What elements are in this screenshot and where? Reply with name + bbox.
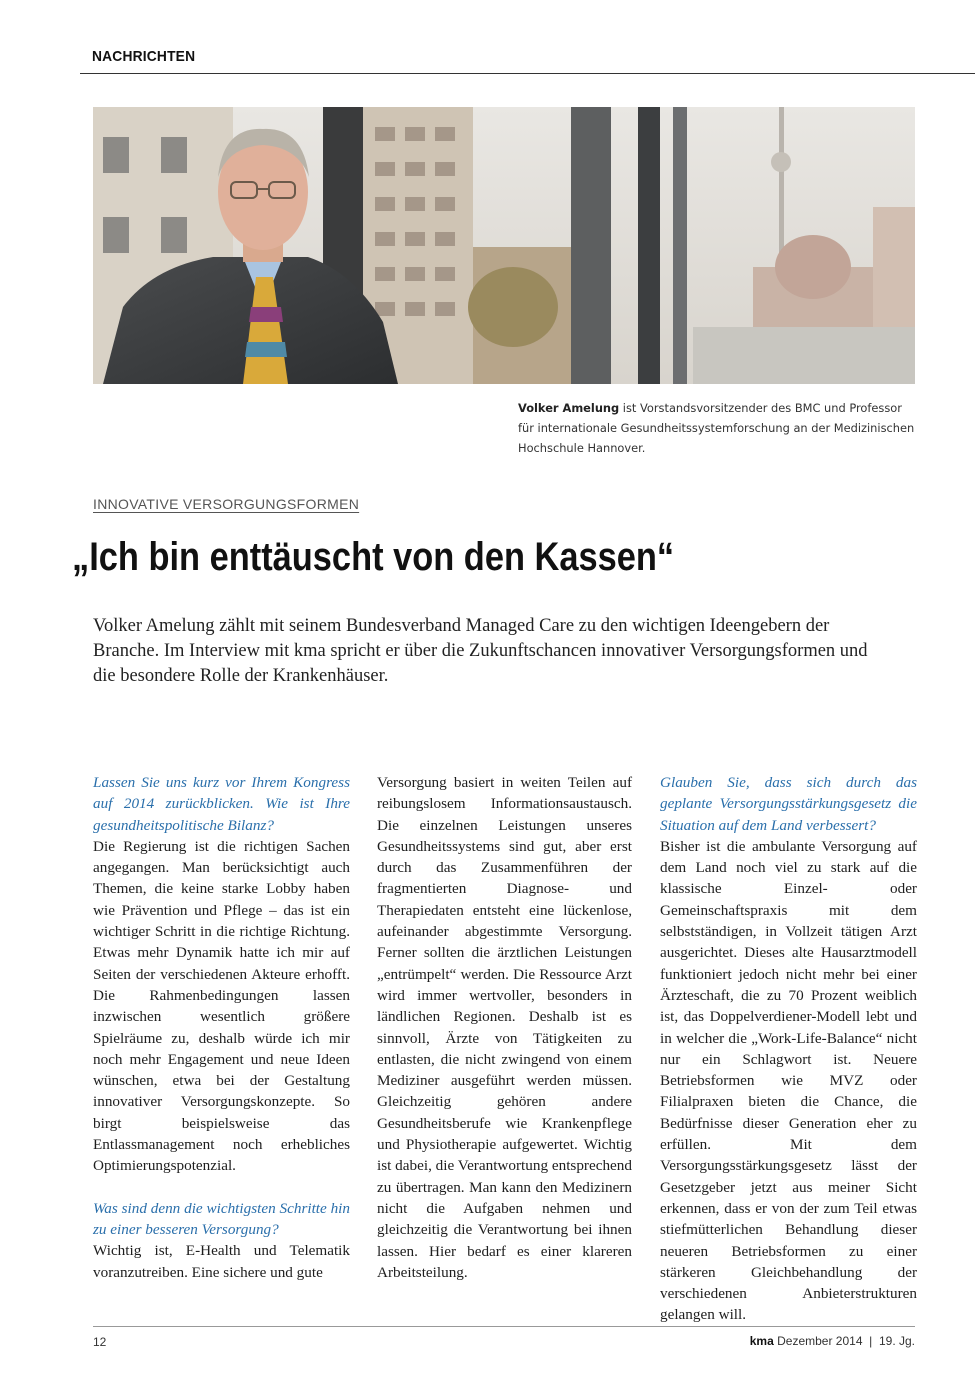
volume: 19. Jg. [878, 1334, 915, 1348]
caption-text: ist Vorstandsvorsitzender des BMC und Professor für internationale Gesundheitssystemforschung an der Medizinischen Hochschule Hannover. [518, 401, 915, 455]
section-header: NACHRICHTEN [92, 48, 196, 65]
caption-name: Volker Amelung [518, 401, 620, 415]
footer-divider [93, 1326, 915, 1327]
header-divider [80, 73, 975, 74]
photo-caption [518, 398, 918, 458]
interview-question: Lassen Sie uns kurz vor Ihrem Kongress auf 2014 zurückblicken. Wie ist Ihre gesundheitspolitische Bilanz? [93, 774, 350, 834]
portrait-photo-illustration [93, 107, 915, 384]
article-column-3 [660, 772, 917, 1326]
article-column-1 [93, 772, 350, 1283]
footer-issue [750, 1334, 915, 1348]
magazine-name: kma [749, 1334, 774, 1348]
article-column-2 [377, 772, 632, 1283]
article-kicker: INNOVATIVE VERSORGUNGSFORMEN [93, 496, 360, 512]
interview-answer: Die Regierung ist die richtigen Sachen angegangen. Man berücksichtigt auch Themen, die keine starke Lobby haben wie Prävention und Pflege – das ist ein wichtiger Schritt in die richtige Richtung. Etwas mehr Dynamik hatte ich mir auf Seiten der verschiedenen Akteure erhofft. Die Rahmenbedingungen lassen inzwischen wesentlich größere Spielräume zu, deshalb würde ich mir noch mehr Engagement und neue Ideen wünschen, etwa bei der Gestaltung innovativer Versorgungskonzepte. So birgt beispielsweise das Entlassmanagement noch erhebliches Optimierungspotenzial. [93, 837, 350, 1175]
article-lead: Volker Amelung zählt mit seinem Bundesverband Managed Care zu den wichtigen Ideengebern der Branche. Im Interview mit kma spricht er über die Zukunftschancen innovativer Versorgungsformen und die besondere Rolle der Krankenhäuser. [93, 616, 868, 686]
interview-answer-continued: Versorgung basiert in weiten Teilen auf reibungslosem Informationsaustausch. Die einzelnen Leistungen unseres Gesundheitssystems sind gut, aber erst durch das Zusammenführen der fragmentierten Diagnose- und Therapiedaten entsteht eine lückenlose, aufeinander abgestimmte Versorgung. Ferner sollten die ärztlichen Leistungen „entrümpelt“ werden. Die Ressource Arzt wird immer wertvoller, besonders in ländlichen Regionen. Deshalb ist es sinnvoll, Ärzte von Tätigkeiten zu entlasten, die nicht zwingend von einem Mediziner ausgeführt werden müssen. Gleichzeitig gehören andere Gesundheitsberufe wie Krankenpflege und Physiotherapie aufgewertet. Wichtig ist dabei, die Verantwortung entsprechend zu übertragen. Man kann den Medizinern nicht die Aufgaben nehmen und gleichzeitig die Verantwortung bei ihnen lassen. Hier bedarf es einer klareren Arbeitsteilung. [377, 774, 632, 1281]
interview-question: Was sind denn die wichtigsten Schritte hin zu einer besseren Versorgung? [93, 1199, 350, 1238]
interview-answer-continues: Wichtig ist, E-Health und Telematik voranzutreiben. Eine sichere und gute [93, 1242, 350, 1281]
page-number: 12 [93, 1335, 107, 1349]
portrait-photo [93, 107, 915, 384]
interview-answer: Bisher ist die ambulante Versorgung auf dem Land noch viel zu stark auf die klassische Einzel- oder Gemeinschaftspraxis mit dem selbstständigen, in Vollzeit tätigen Arzt ausgerichtet. Dieses alte Hausarztmodell funktioniert jedoch nicht mehr bei einer Ärzteschaft, die zu 70 Prozent weiblich ist, das Doppelverdiener-Modell lebt und in welcher die „Work-Life-Balance“ nicht nur ein Schlagwort ist. Neuere Betriebsformen wie MVZ oder Filialpraxen bieten die Chance, die Bedürfnisse dieser Generation eher zu erfüllen. Mit dem Versorgungsstärkungsgesetz lässt der Gesetzgeber jetzt aus meiner Sicht erkennen, dass er von der zum Teil etwas stiefmütterlichen Behandlung dieser neueren Betriebsformen zu einer stärkeren Gleichbehandlung der verschiedenen Anbieterstrukturen gelangen will. [660, 837, 917, 1324]
interview-question: Glauben Sie, dass sich durch das geplante Versorgungsstärkungsgesetz die Situation auf dem Land verbessert? [660, 774, 917, 834]
article-headline: „Ich bin enttäuscht von den Kassen“ [72, 535, 675, 579]
footer-separator: | [869, 1334, 873, 1348]
issue-date: Dezember 2014 [777, 1334, 863, 1348]
